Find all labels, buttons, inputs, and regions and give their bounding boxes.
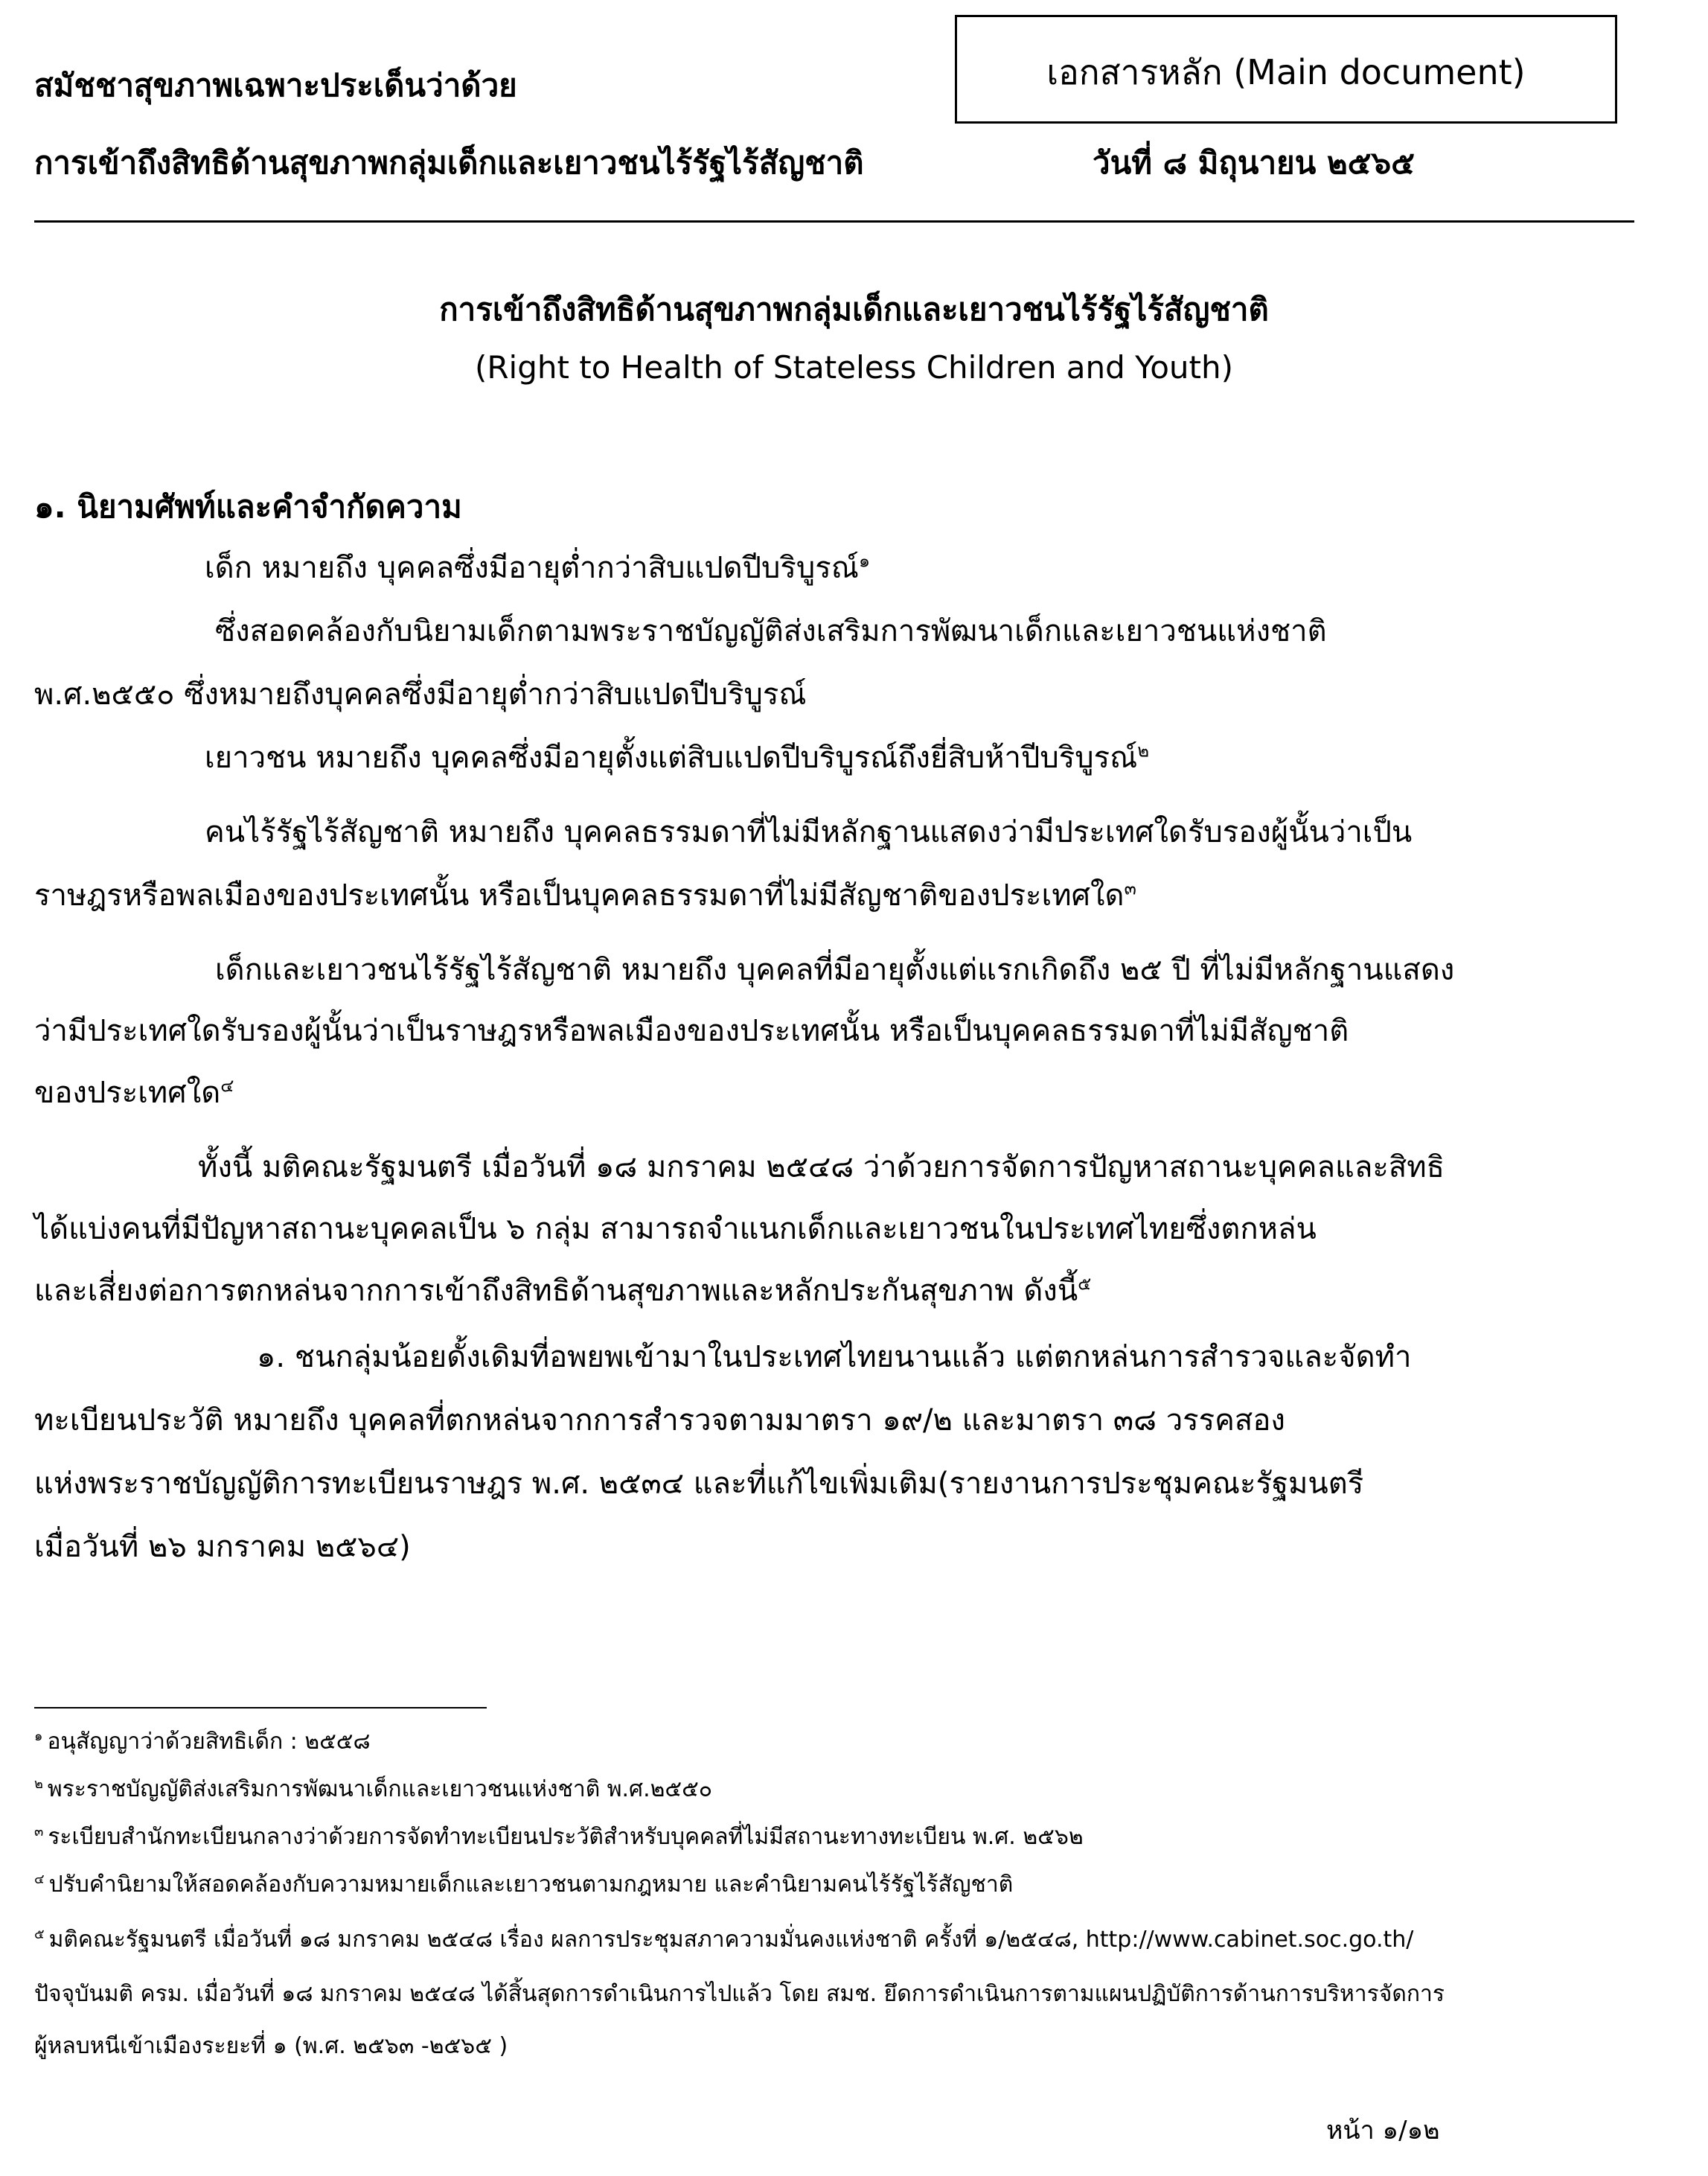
body-line: ทะเบียนประวัติ หมายถึง บุคคลที่ตกหล่นจากการสำรวจตามมาตรา ๑๙/๒ และมาตรา ๓๘ วรรคสอง [34, 1403, 1285, 1438]
body-line: ของประเทศใด$^๔$ [34, 1075, 234, 1110]
page-title-thai: การเข้าถึงสิทธิด้านสุขภาพกลุ่มเด็กและเยาวชนไร้รัฐไร้สัญชาติ [439, 291, 1269, 328]
document-date: วันที่ ๘ มิถุนายน ๒๕๖๕ [1093, 144, 1415, 181]
page-number: หน้า ๑/๑๒ [1326, 2116, 1440, 2145]
body-line: ทั้งนี้ มติคณะรัฐมนตรี เมื่อวันที่ ๑๘ มกราคม ๒๕๔๘ ว่าด้วยการจัดการปัญหาสถานะบุคคลและสิทธิ [198, 1150, 1445, 1184]
header-topic: การเข้าถึงสิทธิด้านสุขภาพกลุ่มเด็กและเยาวชนไร้รัฐไร้สัญชาติ [34, 144, 864, 181]
body-line: เมื่อวันที่ ๒๖ มกราคม ๒๕๖๔) [34, 1530, 411, 1564]
body-line: พ.ศ.๒๕๕๐ ซึ่งหมายถึงบุคคลซึ่งมีอายุต่ำกว่าสิบแปดปีบริบูรณ์ [34, 677, 807, 712]
header-divider [34, 220, 1634, 223]
body-line: แห่งพระราชบัญญัติการทะเบียนราษฎร พ.ศ. ๒๕๓๔ และที่แก้ไขเพิ่มเติม(รายงานการประชุมคณะรัฐมนตรี [34, 1467, 1364, 1501]
page-title-english: (Right to Health of Stateless Children and Youth) [474, 349, 1234, 386]
section-heading: ๑. นิยามศัพท์และคำจำกัดความ [34, 488, 462, 525]
footnote: ปัจจุบันมติ ครม. เมื่อวันที่ ๑๘ มกราคม ๒๕๔๘ ได้สิ้นสุดการดำเนินการไปแล้ว โดย สมช. ยึดการดำเนินการตามแผนปฏิบัติการด้านการบริหารจัดการ [34, 1981, 1445, 2007]
footnote: $^๒$ พระราชบัญญัติส่งเสริมการพัฒนาเด็กและเยาวชนแห่งชาติ พ.ศ.๒๕๕๐ [34, 1776, 713, 1802]
body-line: ว่ามีประเทศใดรับรองผู้นั้นว่าเป็นราษฎรหรือพลเมืองของประเทศนั้น หรือเป็นบุคคลธรรมดาที่ไม่มีสัญชาติ [34, 1014, 1349, 1048]
body-line: คนไร้รัฐไร้สัญชาติ หมายถึง บุคคลธรรมดาที่ไม่มีหลักฐานแสดงว่ามีประเทศใดรับรองผู้นั้นว่าเป็น [205, 815, 1413, 849]
footnote-divider [34, 1707, 487, 1708]
body-line: ได้แบ่งคนที่มีปัญหาสถานะบุคคลเป็น ๖ กลุ่ม สามารถจำแนกเด็กและเยาวชนในประเทศไทยซึ่งตกหล่น [34, 1212, 1317, 1246]
footnote: $^๔$ ปรับคำนิยามให้สอดคล้องกับความหมายเด็กและเยาวชนตามกฎหมาย และคำนิยามคนไร้รัฐไร้สัญชาติ [34, 1872, 1014, 1898]
footnote: $^๕$ มติคณะรัฐมนตรี เมื่อวันที่ ๑๘ มกราคม ๒๕๔๘ เรื่อง ผลการประชุมสภาความมั่นคงแห่งชาติ ครั้งที่ ๑/๒๕๔๘, http://www.cabinet.soc.go.th/ [34, 1927, 1414, 1953]
footnote-ref: ๓ [1124, 878, 1136, 899]
footnote-ref: ๒ [1137, 740, 1150, 762]
footnote-ref: ๕ [1078, 1273, 1092, 1295]
body-line: ๑. ชนกลุ่มน้อยดั้งเดิมที่อพยพเข้ามาในประเทศไทยนานแล้ว แต่ตกหล่นการสำรวจและจัดทำ [257, 1340, 1412, 1374]
body-line: ซึ่งสอดคล้องกับนิยามเด็กตามพระราชบัญญัติส่งเสริมการพัฒนาเด็กและเยาวชนแห่งชาติ [215, 614, 1327, 648]
body-line: ราษฎรหรือพลเมืองของประเทศนั้น หรือเป็นบุคคลธรรมดาที่ไม่มีสัญชาติของประเทศใด$^๓$ [34, 878, 1136, 913]
footnote-ref: ๑ [858, 550, 871, 572]
body-line: เด็ก หมายถึง บุคคลซึ่งมีอายุต่ำกว่าสิบแปดปีบริบูรณ์$^๑$ [205, 550, 871, 585]
footnote-ref: ๔ [220, 1075, 234, 1097]
header-organization: สมัชชาสุขภาพเฉพาะประเด็นว่าด้วย [34, 67, 517, 103]
body-line: เยาวชน หมายถึง บุคคลซึ่งมีอายุตั้งแต่สิบแปดปีบริบูรณ์ถึงยี่สิบห้าปีบริบูรณ์$^๒$ [205, 740, 1150, 775]
footnote: ผู้หลบหนีเข้าเมืองระยะที่ ๑ (พ.ศ. ๒๕๖๓ -๒๕๖๕ ) [34, 2033, 508, 2059]
document-type-label: เอกสารหลัก (Main document) [1046, 52, 1526, 92]
body-line: เด็กและเยาวชนไร้รัฐไร้สัญชาติ หมายถึง บุคคลที่มีอายุตั้งแต่แรกเกิดถึง ๒๕ ปี ที่ไม่มีหลักฐานแสดง [215, 953, 1455, 987]
body-line: และเสี่ยงต่อการตกหล่นจากการเข้าถึงสิทธิด้านสุขภาพและหลักประกันสุขภาพ ดังนี้$^๕$ [34, 1273, 1092, 1308]
document-type-box [955, 15, 1617, 124]
footnote: $^๑$ อนุสัญญาว่าด้วยสิทธิเด็ก : ๒๕๕๘ [34, 1729, 371, 1755]
footnote: $^๓$ ระเบียบสำนักทะเบียนกลางว่าด้วยการจัดทำทะเบียนประวัติสำหรับบุคคลที่ไม่มีสถานะทางทะเบียน พ.ศ. ๒๕๖๒ [34, 1824, 1084, 1850]
